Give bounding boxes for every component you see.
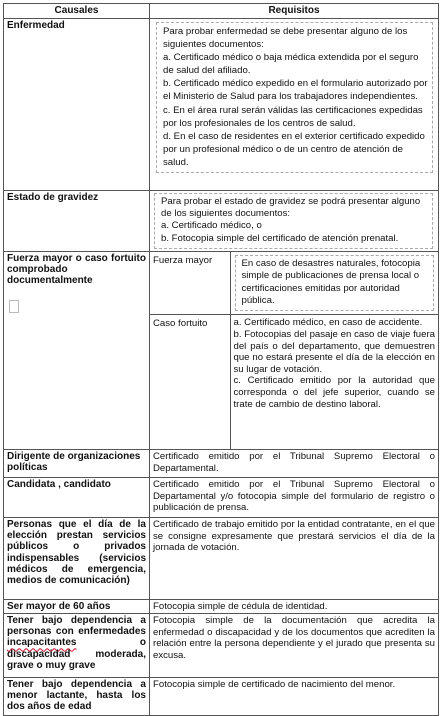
req-gravidez-box [154,193,433,249]
req-gravidez-intro: Para probar el estado de gravidez se podrá presentar alguno de los siguientes documentos: [161,196,421,220]
header-causales: Causales [4,4,150,19]
req-fuerza-cell [150,251,439,449]
row-mayor-60 [4,599,439,613]
req-enfermedad-intro: Para probar enfermedad se debe presentar alguno de los siguientes documentos: [163,26,408,51]
cause-candidata: Candidata , candidato [4,477,150,517]
req-gravidez-cell [150,191,439,252]
req-gravidez-item-a: a. Certificado médico, o [161,220,262,232]
row-gravidez [4,191,439,252]
sub-req-caso-fortuito-item-b: b. Fotocopias del pasaje en caso de viaje fuera del país o del departamento, que demuestren que no estará presente el día de la elección en su lugar de votación. [233,329,435,375]
req-lactante: Fotocopia simple de certificado de nacimiento del menor. [150,677,439,715]
cause-fuerza-mayor-cell [4,251,150,449]
req-dependencia: Fotocopia simple de la documentación que acredita la enfermedad o discapacidad y de los documentos que acrediten la relación entre la persona dependiente y el jurado que presenta su excusa. [150,613,439,677]
sub-req-fuerza-mayor-box [235,255,435,312]
row-servicios [4,517,439,599]
req-enfermedad-item-a: a. Certificado médico o baja médica extendida por el seguro de salud del afiliado. [163,52,419,77]
req-enfermedad-box [156,22,433,173]
req-enfermedad-item-d: d. En el caso de residentes en el exterior certificado expedido por un profesional médico o de un centro de atención de salud. [163,130,425,168]
sub-label-caso-fortuito: Caso fortuito [150,315,230,449]
row-lactante [4,677,439,715]
sub-req-caso-fortuito-item-a: a. Certificado médico, en caso de accidente. [233,317,423,329]
row-candidata [4,477,439,517]
cause-servicios: Personas que el día de la elección prestan servicios públicos o privados indispensables (servicios médicos de emergencia, medios de comunicación) [4,517,150,599]
causales-table [3,3,439,716]
req-fuerza-subtable [150,252,438,449]
sub-req-caso-fortuito-item-c: c. Certificado emitido por la autoridad que corresponda o del jefe superior, cuando se trate de cambio de destino laboral. [233,375,435,410]
sub-req-caso-fortuito-list [231,315,439,413]
cause-dependencia-pre: Tener bajo dependencia a personas con enfermedades [7,614,146,638]
req-servicios: Certificado de trabajo emitido por la entidad contratante, en el que se consigne expresamente que prestará servicios el día de la jornada de votación. [150,517,439,599]
sub-req-fuerza-mayor: En caso de desastres naturales, fotocopia simple de publicaciones de prensa local o certificaciones emitidas por autoridad pública. [241,257,421,307]
requirements-document [3,3,438,716]
subrow-fuerza-mayor [150,252,438,315]
cause-gravidez: Estado de gravidez [4,191,150,252]
cause-dependencia-spellcheck-mark: incapacitantes [7,637,77,649]
req-candidata: Certificado emitido por el Tribunal Supremo Electoral o Departamental y/o fotocopia simple del formulario de registro o publicación de prensa. [150,477,439,517]
req-enfermedad-item-c: c. En el área rural serán válidas las certificaciones expedidas por los profesionales de los centros de salud. [163,104,423,129]
cause-mayor-60: Ser mayor de 60 años [4,599,150,613]
row-fuerza-mayor [4,251,439,449]
req-dirigente: Certificado emitido por el Tribunal Supremo Electoral o Departamental. [150,449,439,477]
cause-fuerza-mayor: Fuerza mayor o caso fortuito comprobado documentalmente [7,252,146,287]
cause-lactante: Tener bajo dependencia a menor lactante, hasta los dos años de edad [4,677,150,715]
header-row [4,4,439,19]
row-dependencia [4,613,439,677]
row-enfermedad [4,19,439,191]
cause-enfermedad: Enfermedad [4,19,150,191]
sub-req-caso-fortuito-cell [230,315,438,449]
subrow-caso-fortuito [150,315,438,449]
req-enfermedad-cell [150,19,439,191]
req-gravidez-item-b: b. Fotocopia simple del certificado de atención prenatal. [161,232,399,244]
header-requisitos: Requisitos [150,4,439,19]
sub-req-fuerza-mayor-cell [230,252,438,315]
placeholder-box-icon [9,300,19,313]
req-mayor-60: Fotocopia simple de cédula de identidad. [150,599,439,613]
sub-label-fuerza-mayor: Fuerza mayor [150,252,230,315]
req-enfermedad-item-b: b. Certificado médico expedido en el formulario autorizado por el Ministerio de Salud para los trabajadores independientes. [163,78,428,103]
cause-dependencia-cell [4,613,150,677]
cause-dependencia-post: o discapacidad moderada, grave o muy grave [7,637,146,671]
cause-dirigente: Dirigente de organizaciones políticas [4,449,150,477]
row-dirigente [4,449,439,477]
